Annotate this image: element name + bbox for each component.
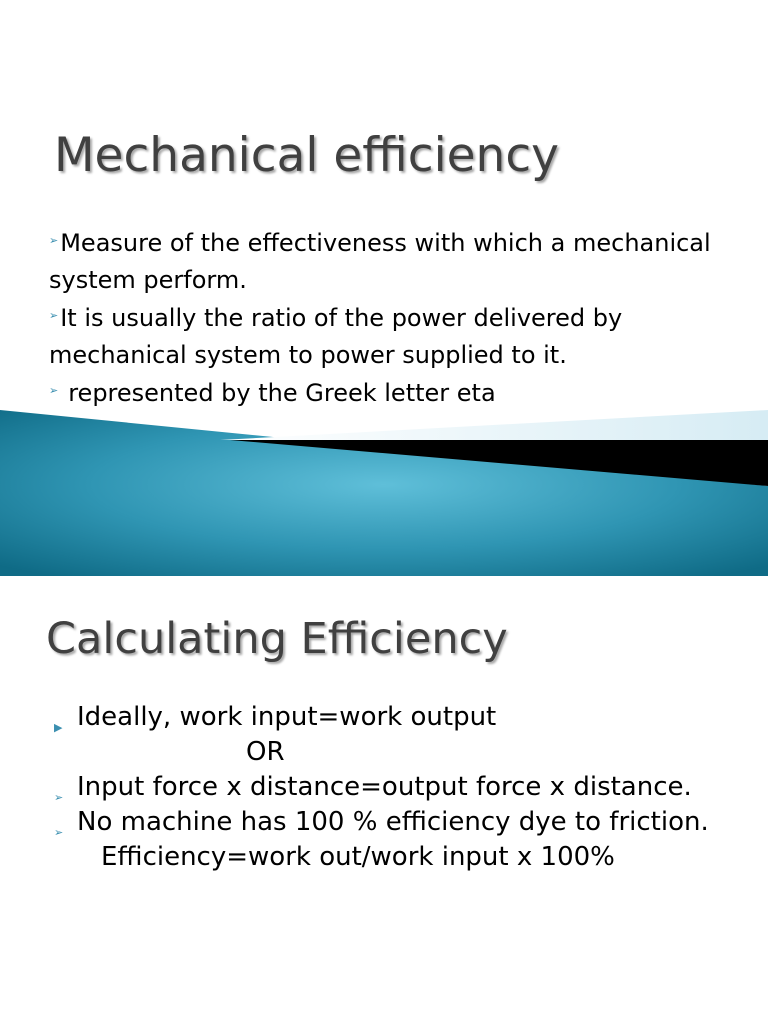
triangle-icon: ▶ — [54, 721, 63, 734]
bullet-item — [48, 805, 748, 840]
or-text: OR — [246, 737, 285, 767]
arrowhead-icon: ➢ — [54, 826, 64, 839]
bullet-list — [49, 225, 749, 414]
arrowhead-icon: ➢ — [49, 384, 59, 397]
arrowhead-icon: ➢ — [49, 309, 59, 322]
bullet-item — [49, 225, 749, 298]
arrowhead-icon: ➢ — [54, 791, 64, 804]
bullet-item — [48, 770, 748, 805]
bullet-text: Measure of the effectiveness with which a mechanical system perform. — [49, 229, 711, 294]
decorative-band — [0, 410, 768, 576]
text-line — [48, 735, 748, 770]
band-pale-wedge — [220, 410, 768, 440]
bullet-list — [48, 700, 748, 875]
arrowhead-icon: ➢ — [49, 234, 59, 247]
bullet-text: No machine has 100 % efficiency dye to friction. — [77, 807, 709, 837]
bullet-text: Ideally, work input=work output — [77, 702, 497, 732]
bullet-text: represented by the Greek letter eta — [68, 379, 496, 407]
slide-calculating-efficiency — [0, 576, 768, 1024]
formula-text: Efficiency=work out/work input x 100% — [101, 842, 615, 872]
bullet-text: It is usually the ratio of the power delivered by mechanical system to power supplied to it. — [49, 304, 623, 369]
bullet-item — [49, 375, 749, 412]
bullet-text: Input force x distance=output force x distance. — [77, 772, 692, 802]
slide-title: Mechanical efficiency — [54, 128, 559, 183]
formula-line — [48, 840, 748, 875]
bullet-item — [49, 300, 749, 373]
bullet-item — [48, 700, 748, 735]
slide-title: Calculating Efficiency — [46, 614, 508, 664]
